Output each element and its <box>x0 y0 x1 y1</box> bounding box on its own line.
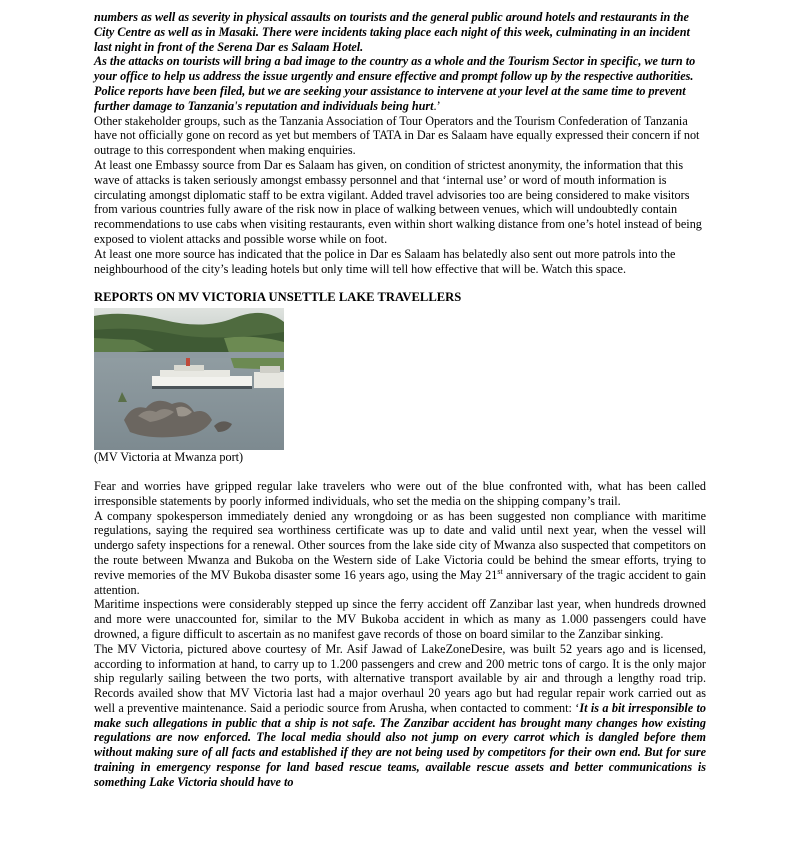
mv-victoria-photo <box>94 308 284 450</box>
quote-paragraph-3-tail: .’ <box>433 98 441 113</box>
paragraph-embassy: At least one Embassy source from Dar es Salaam has given, on condition of strictest anonymity, the information that this wave of attacks is taken seriously amongst embassy personnel and that ‘internal use’ or word of mouth information is circulating amongst diplomatic staff to be extra vigilant. Added travel advisories too are being considered to make visitors from various countries fully aware of the risk now in place of walking between venues, which will undoubtedly contain recommendations to use cabs when visiting restaurants, even within short walking distance from one’s hotel instead of being exposed to violent attacks and possible worse while on foot. <box>94 157 702 246</box>
photo-caption: (MV Victoria at Mwanza port) <box>94 450 244 465</box>
article-paragraph-inspections: Maritime inspections were considerably stepped up since the ferry accident off Zanzibar last year, when hundreds drowned and more were unaccounted for, similar to the MV Bukoba accident in which as many as 1.000 passengers could have drowned, a figure difficult to ascertain as no manifest gave records of those on board similar to the Zanzibar sinking. <box>94 597 706 641</box>
article-paragraph-fear: Fear and worries have gripped regular lake travelers who were out of the blue confronted with, what has been called irresponsible statements by poorly informed individuals, who set the media on the shipping company’s trail. <box>94 478 706 508</box>
article-heading: REPORTS ON MV VICTORIA UNSETTLE LAKE TRAVELLERS <box>94 290 462 305</box>
document-page <box>94 10 706 790</box>
quote-paragraph-3 <box>94 84 706 114</box>
article-paragraph-spokesperson: A company spokesperson immediately denied any wrongdoing or as has been suggested non compliance with maritime regulations, saying the required sea worthiness certificate was up to date and valid until next year, when the vessel will undergo safety inspections for a renewal. Other sources from the lake side city of Mwanza also suspected that competitors on the route between Mwanza and Bukoba on the Western side of Lake Victoria could be behind the smear efforts, trying to revive memories of the MV Bukoba disaster some 16 years ago, using the May 21st anniversary of the tragic accident to gain attention. <box>94 508 706 597</box>
paragraph-police: At least one more source has indicated that the police in Dar es Salaam has belatedly also sent out more patrols into the neighbourhood of the city’s leading hotels but only time will tell how effective that will be. Watch this space. <box>94 246 676 276</box>
paragraph-stakeholders: Other stakeholder groups, such as the Tanzania Association of Tour Operators and the Tourism Confederation of Tanzania have not officially gone on record as yet but members of TATA in Dar es Salaam have equally expressed their concern if not outrage to this correspondent when making enquiries. <box>94 113 700 158</box>
article-paragraph-mv-victoria: The MV Victoria, pictured above courtesy of Mr. Asif Jawad of LakeZoneDesire, was built 52 years ago and is licensed, according to information at hand, to carry up to 1.200 passengers and crew and 200 metric tons of cargo. It is the only major ship regularly sailing between the two ports, with alternative transport available by air and through a lengthy road trip. Records availed show that MV Victoria last had a major overhaul 20 years ago but had regular repair work carried out as well a preventive maintenance. Said a periodic source from Arusha, when contacted to comment: ‘It is a bit irresponsible to make such allegations in public that a ship is not safe. The Zanzibar accident has brought many changes how existing regulations are now enforced. The local media should also not jump on every carrot which is dangled before them without making sure of all facts and established if they are not being used by competitors for their own end. But for sure training in emergency response for land based rescue teams, available rescue assets and better communications is something Lake Victoria should have to <box>94 641 706 789</box>
quote-paragraph-3-bold: Police reports have been filed, but we are seeking your assistance to intervene at your level at the same time to prevent further damage to Tanzania's reputation and individuals being hurt <box>94 83 686 113</box>
quote-paragraph-1: numbers as well as severity in physical assaults on tourists and the general public around hotels and restaurants in the City Centre as well as in Masaki. There were incidents taking place each night of this week, culminating in an incident last night in front of the Serena Dar es Salaam Hotel. <box>94 10 690 54</box>
quote-paragraph-2: As the attacks on tourists will bring a bad image to the country as a whole and the Tourism Sector in specific, we turn to your office to help us address the issue urgently and ensure effective and prompt follow up by the respective authorities. <box>94 54 696 84</box>
